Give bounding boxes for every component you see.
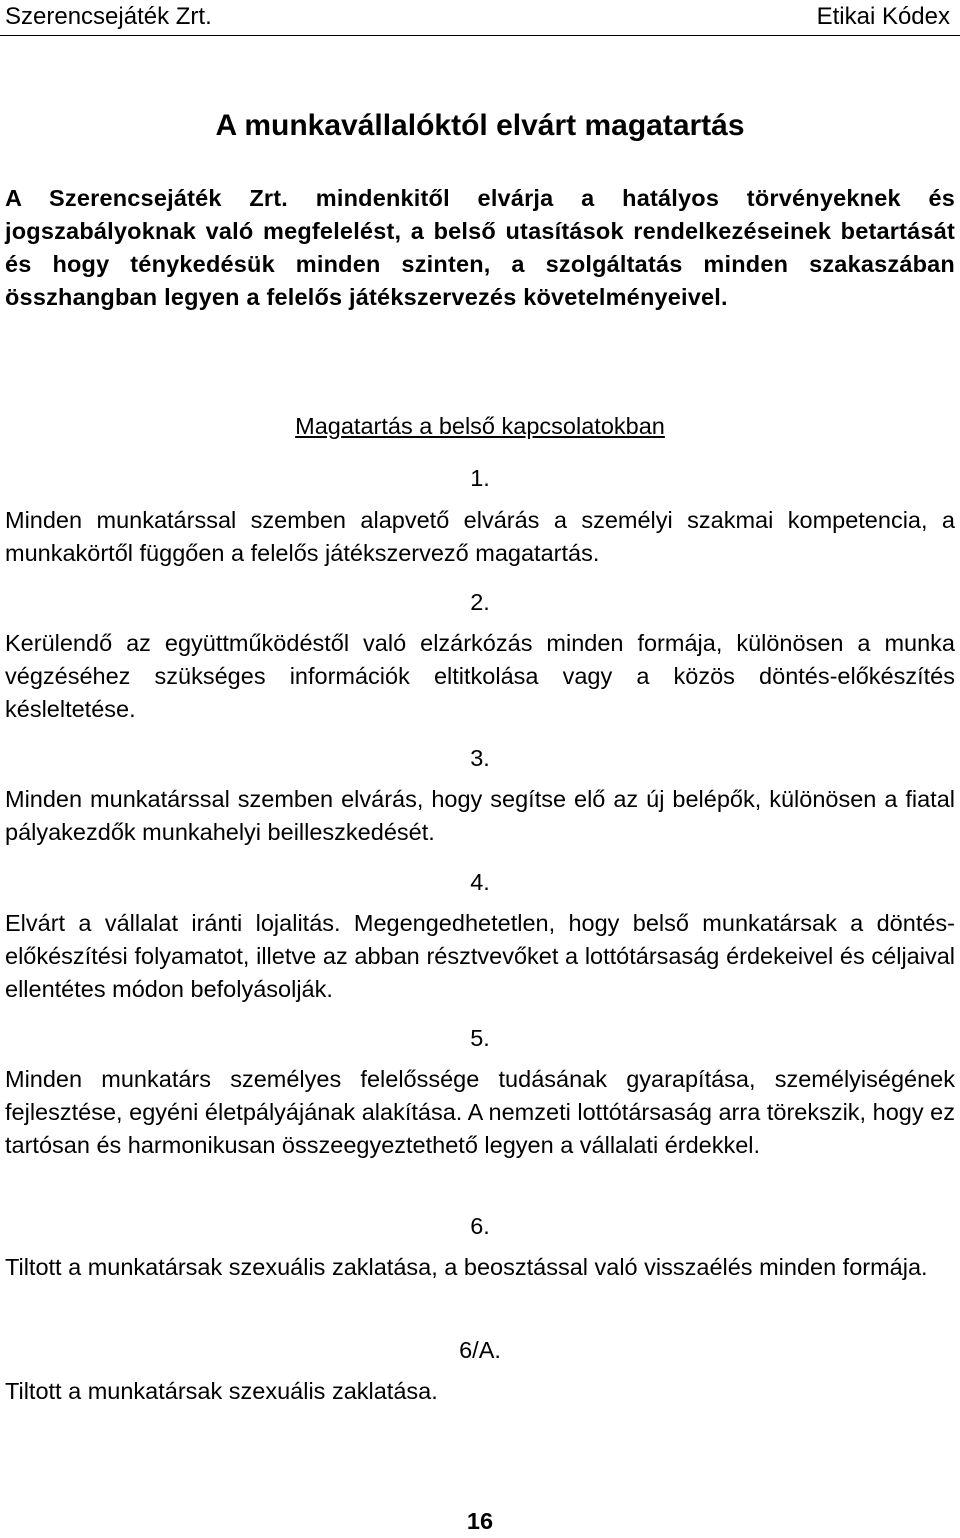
item-text: Kerülendő az együttműködéstől való elzárkózás minden formája, különösen a munka végzéséhez szükséges információk eltitkolása vagy a közös döntés-előkészítés késleltetése. bbox=[5, 630, 955, 722]
item-text: Elvárt a vállalat iránti lojalitás. Megengedhetetlen, hogy belső munkatársak a döntés-előkészítési folyamatot, illetve az abban résztvevőket a lottótársaság érdekeivel és céljaival ellentétes módon befolyásolják. bbox=[5, 910, 955, 1002]
item-number: 3. bbox=[470, 745, 490, 771]
item-text: Minden munkatárs személyes felelőssége tudásának gyarapítása, személyiségének fejlesztése, egyéni életpályájának alakítása. A nemzeti lottótársaság arra törekszik, hogy ez tartósan és harmonikusan összeegyeztethető legyen a vállalati érdekkel. bbox=[5, 1066, 955, 1158]
item-number: 5. bbox=[470, 1025, 490, 1051]
intro-paragraph: A Szerencsejáték Zrt. mindenkitől elvárja a hatályos törvényeknek és jogszabályoknak való megfelelést, a belső utasítások rendelkezéseinek betartását és hogy ténykedésük minden szinten, a szolgáltatás minden szakaszában összhangban legyen a felelős játékszervezés követelményeivel. bbox=[5, 185, 955, 310]
item-number: 4. bbox=[470, 869, 490, 895]
page-number: 16 bbox=[466, 1508, 494, 1534]
item-text: Tiltott a munkatársak szexuális zaklatása, a beosztással való visszaélés minden formája. bbox=[5, 1254, 928, 1280]
page-header bbox=[0, 0, 960, 36]
page-title: A munkavállalóktól elvárt magatartás bbox=[215, 109, 745, 142]
item-number: 6/A. bbox=[459, 1337, 501, 1363]
item-number: 6. bbox=[470, 1213, 490, 1239]
item-text: Minden munkatárssal szemben elvárás, hogy segítse elő az új belépők, különösen a fiatal pályakezdők munkahelyi beilleszkedését. bbox=[5, 786, 955, 845]
item-text: Tiltott a munkatársak szexuális zaklatása. bbox=[5, 1378, 438, 1404]
item-number: 1. bbox=[470, 465, 490, 491]
header-company-name: Szerencsejáték Zrt. bbox=[5, 3, 212, 30]
item-text: Minden munkatárssal szemben alapvető elvárás a személyi szakmai kompetencia, a munkakörtől függően a felelős játékszervező magatartás. bbox=[5, 507, 955, 566]
section-heading: Magatartás a belső kapcsolatokban bbox=[295, 413, 665, 439]
item-number: 2. bbox=[470, 589, 490, 615]
header-document-title: Etikai Kódex bbox=[816, 3, 950, 30]
